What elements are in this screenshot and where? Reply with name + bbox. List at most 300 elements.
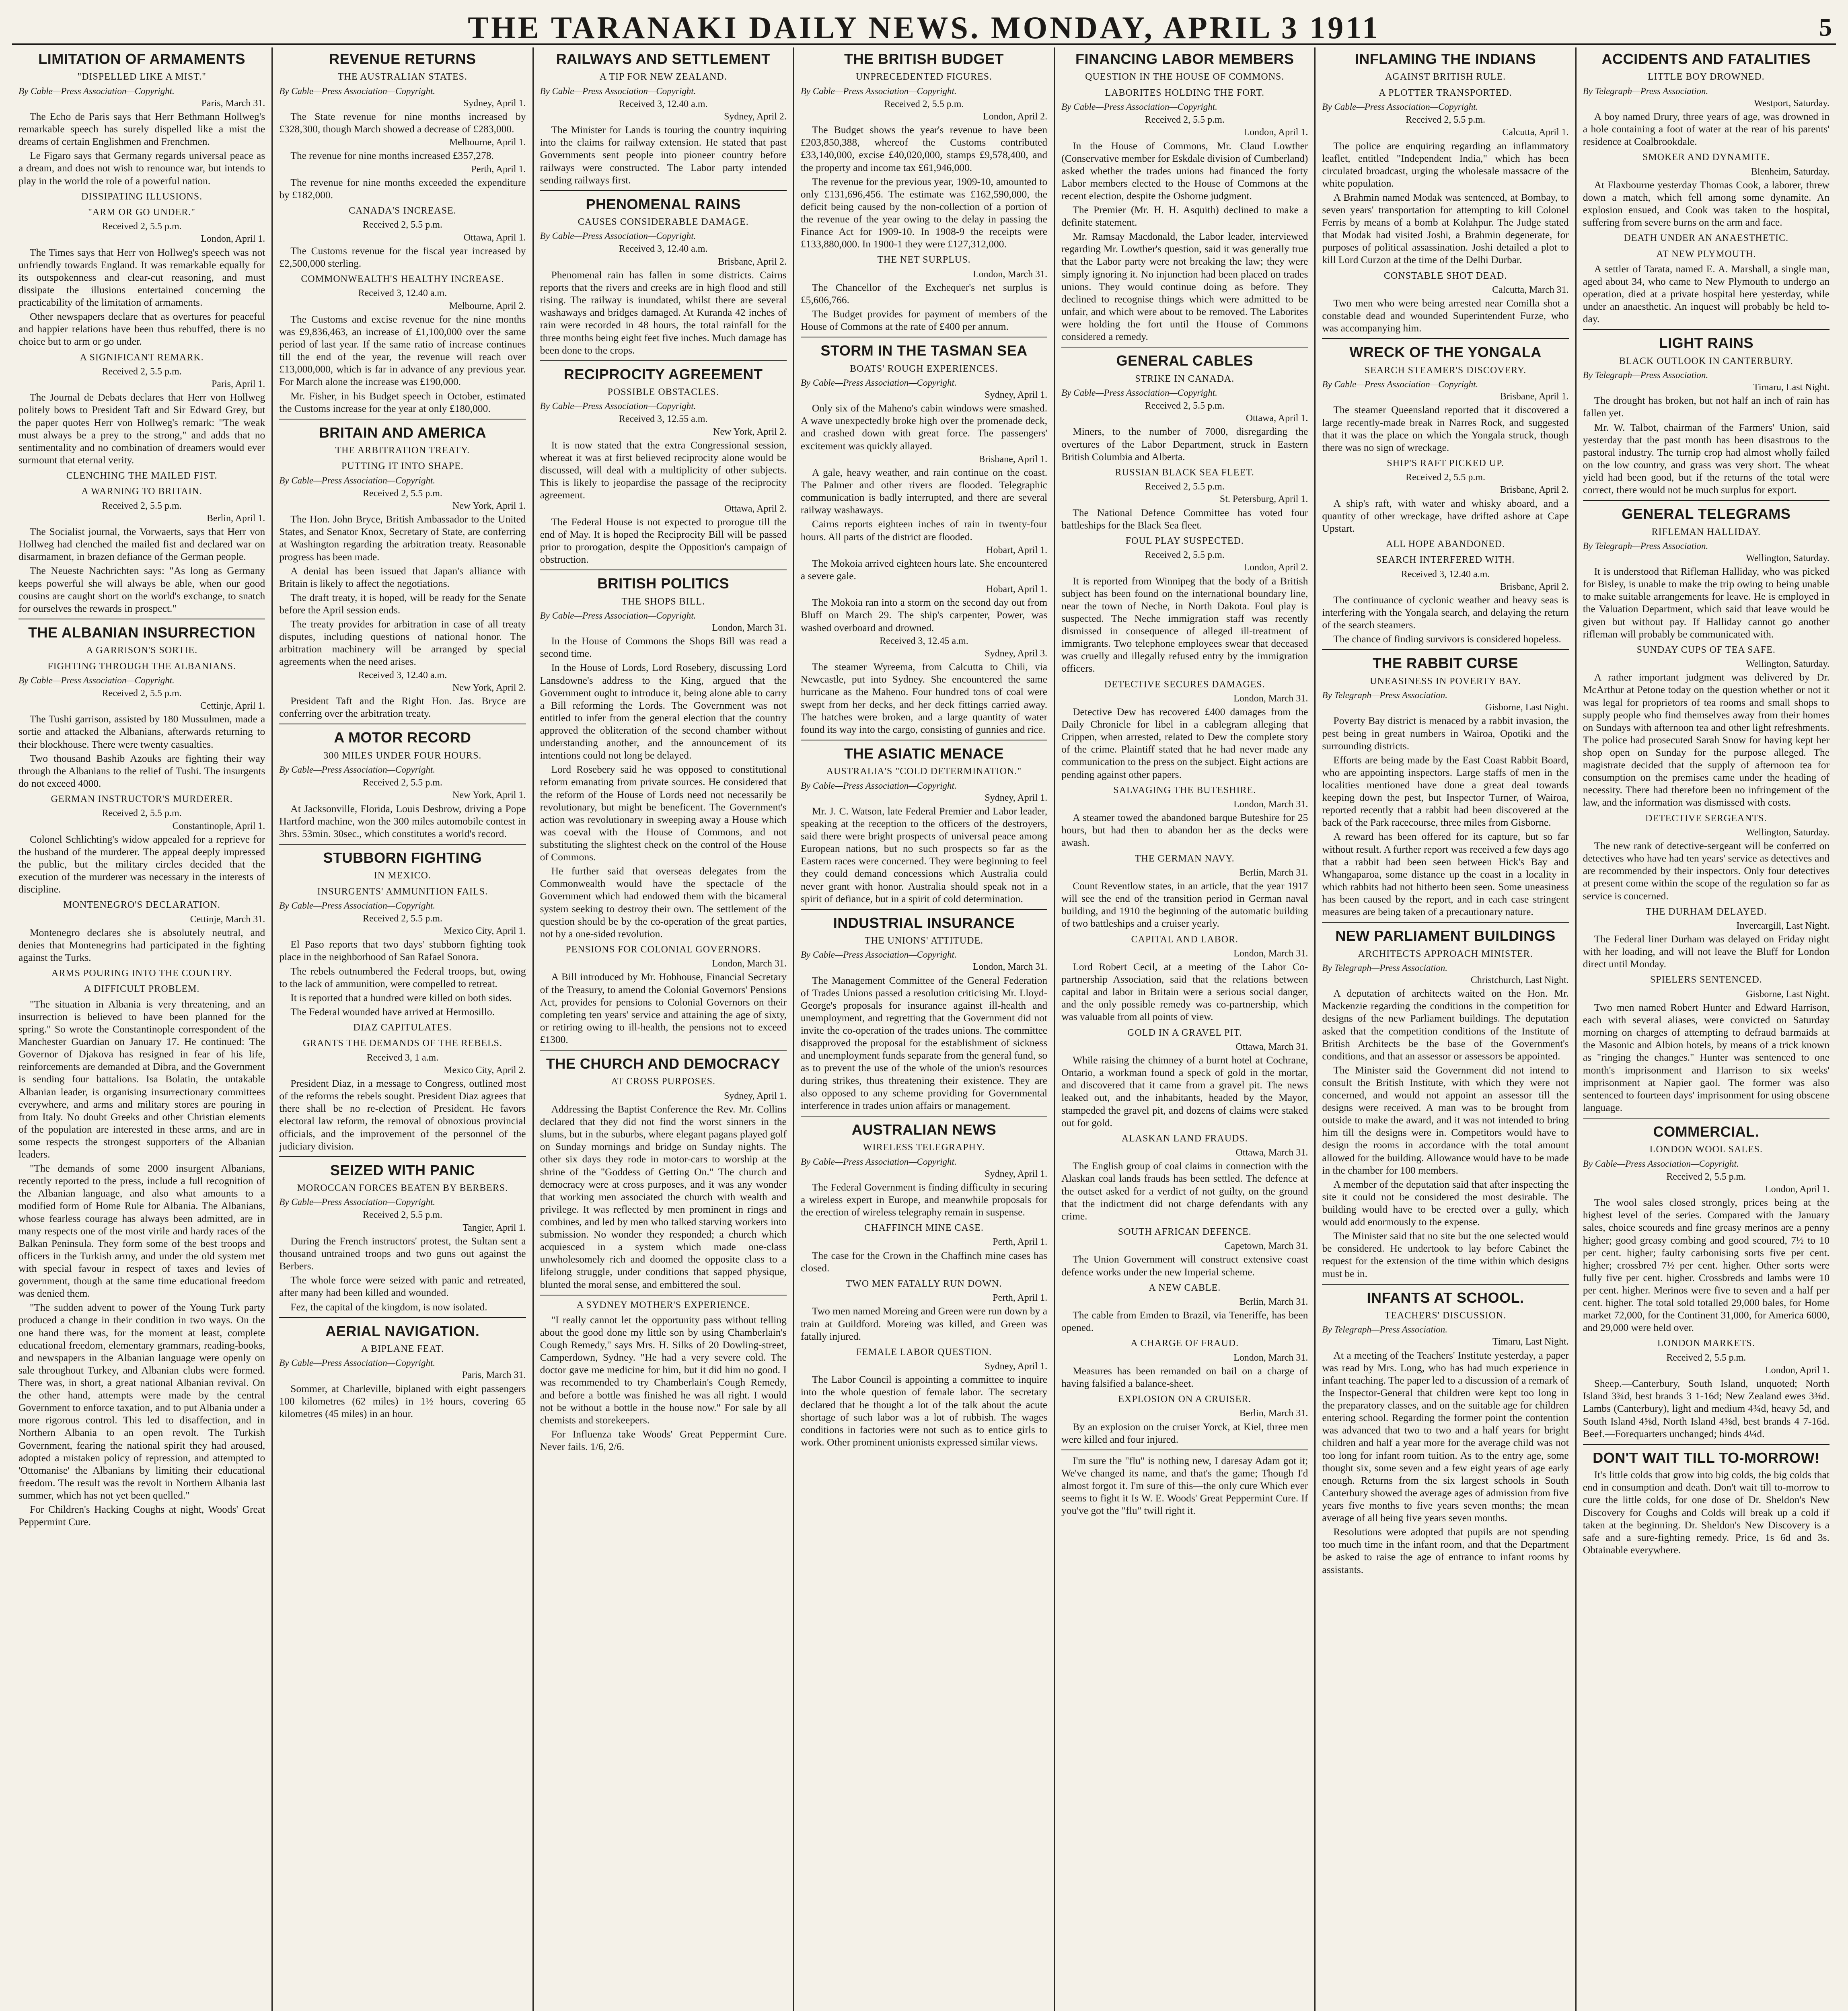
article-paragraph: At Flaxbourne yesterday Thomas Cook, a laborer, threw down a match, which fell among some dynamite. An explosion ensued, and Cook was taken to the hospital, suffering from severe burns on the arm and face. — [1583, 179, 1829, 228]
article-headline: RECIPROCITY AGREEMENT — [563, 366, 763, 382]
article-paragraph: The Labor Council is appointing a committee to inquire into the whole question of female labor. The secretary declared that he thought a lot of the talk about the acute shortage of such labor was a lot of rubbish. The wages conditions in factories were not such as to entice girls to work. Other prominent unionists expressed similar views. — [800, 1374, 1048, 1448]
received-line: Received 3, 12.40 a.m. — [1401, 569, 1490, 580]
press-credit: By Cable—Press Association—Copyright. — [540, 610, 696, 621]
place-dateline: Mexico City, April 2. — [444, 1065, 526, 1075]
article-subheading: LITTLE BOY DROWNED. — [1647, 72, 1765, 82]
article-subheading: MOROCCAN FORCES BEATEN BY BERBERS. — [297, 1183, 508, 1194]
column-rule — [1322, 922, 1568, 923]
article-paragraph: "The situation in Albania is very threatening, and an insurrection is believed to have been planned for the spring." So wrote the Constantinople correspondent of the Manchester Guardian on January 17. He continued: The Governor of Djakova has resigned in fear of his life, reinforcements are demanded at Dibra, and the Government is sending four battalions. Isa Bolatin, the untakable Albanian leader, is organising insurrectionary committees everywhere, and arms and military stores are pouring in from Italy. No doubt Greeks and other Christian elements of the population are interested in these arms, and are in some respects the strongest supporters of the Albanian leaders. — [19, 998, 265, 1160]
press-credit: By Cable—Press Association—Copyright. — [1583, 1158, 1739, 1169]
article-paragraph: Other newspapers declare that as overtures for peaceful and happier relations have been thus rebuffed, there is no choice but to arm or go under. — [19, 310, 265, 348]
press-credit: By Cable—Press Association—Copyright. — [800, 1156, 957, 1167]
place-dateline: Hobart, April 1. — [986, 584, 1048, 595]
article-paragraph: Cairns reports eighteen inches of rain in twenty-four hours. All parts of the district are flooded. — [800, 518, 1048, 543]
article-headline: WRECK OF THE YONGALA — [1349, 344, 1542, 361]
article-paragraph: The Union Government will construct extensive coast defence works under the new Imperial scheme. — [1061, 1253, 1308, 1278]
press-credit: By Cable—Press Association—Copyright. — [540, 86, 696, 96]
column-rule — [1322, 338, 1568, 339]
place-dateline: London, March 31. — [1233, 1352, 1308, 1363]
article-subheading: SEARCH INTERFERED WITH. — [1376, 555, 1515, 565]
article-subheading: TWO MEN FATALLY RUN DOWN. — [846, 1278, 1002, 1289]
received-line: Received 3, 1 a.m. — [366, 1052, 439, 1063]
article-subheading: DETECTIVE SECURES DAMAGES. — [1104, 679, 1265, 690]
article-subheading: CAPITAL AND LABOR. — [1131, 934, 1239, 945]
article-subheading: MONTENEGRO'S DECLARATION. — [63, 900, 220, 911]
press-credit: By Cable—Press Association—Copyright. — [800, 86, 957, 96]
place-dateline: Ottawa, April 1. — [463, 232, 526, 243]
article-subheading: "DISPELLED LIKE A MIST." — [77, 72, 206, 82]
article-paragraph: The Customs and excise revenue for the nine months was £9,836,463, an increase of £1,100,000 over the same period of last year. If the same ratio of increase continues till the end of the year, the revenue will reach over £13,000,000, which is far in advance of any previous year. For March alone the increase was £190,000. — [279, 313, 526, 388]
article-paragraph: The Minister said that no site but the one selected would be considered. He undertook to lay before Cabinet the request for the extension of the time within which designs must be in. — [1322, 1230, 1569, 1279]
column-rule — [1583, 1444, 1829, 1445]
article-subheading: AUSTRALIA'S "COLD DETERMINATION." — [826, 766, 1022, 777]
article-headline: THE ALBANIAN INSURRECTION — [28, 624, 256, 641]
article-paragraph: The treaty provides for arbitration in case of all treaty disputes, including questions of national honor. The arbitration machinery will be arranged by special agreements when the need arises. — [279, 618, 526, 668]
article-paragraph: The revenue for nine months exceeded the expenditure by £182,000. — [279, 176, 526, 201]
article-paragraph: Two thousand Bashib Azouks are fighting their way through the Albanians to the relief of Tushi. The insurgents do not exceed 4000. — [19, 752, 265, 789]
article-headline: SEIZED WITH PANIC — [330, 1162, 475, 1178]
article-paragraph: The Budget shows the year's revenue to have been £203,850,388, whereof the Customs contributed £33,140,000, excise £40,020,000, stamps £9,578,400, and the property and income tax £61,946,000. — [800, 124, 1048, 173]
article-subheading: "ARM OR GO UNDER." — [88, 207, 196, 218]
place-dateline: London, March 31. — [712, 622, 787, 633]
received-line: Received 2, 5.5 p.m. — [1666, 1352, 1746, 1363]
received-line: Received 2, 5.5 p.m. — [362, 488, 442, 499]
article-paragraph: The Journal de Debats declares that Herr von Hollweg politely bows to President Taft and Sir Edward Grey, but the paper quotes Herr von Hollweg's remark: "The weak must always be a prey to the strong," and adds that no sentimentality and no combination of dreamers would ever surmount that eternal verity. — [19, 391, 265, 466]
article-paragraph: A settler of Tarata, named E. A. Marshall, a single man, aged about 34, who came to New Plymouth to undergo an operation, died at a private hospital here yesterday, while under an anaesthetic. An inquest will probably be held to-day. — [1583, 263, 1829, 325]
article-paragraph: In the House of Lords, Lord Rosebery, discussing Lord Lansdowne's address to the King, argued that the Government ought to introduce it, being alone able to carry a Bill reforming the Lords. The Government was not entitled to infer from the general election that the country approved the obliteration of the second chamber without understanding another, and the announcement of its intentions could not long be delayed. — [540, 662, 787, 761]
article-subheading: FOUL PLAY SUSPECTED. — [1125, 535, 1244, 546]
article-subheading: GERMAN INSTRUCTOR'S MURDERER. — [51, 794, 233, 804]
place-dateline: London, April 2. — [983, 111, 1048, 122]
article-paragraph: At Jacksonville, Florida, Louis Desbrow, driving a Pope Hartford machine, won the 300 miles automobile contest in 3hrs. 53min. 30sec., which constitutes a world's record. — [279, 802, 526, 839]
article-paragraph: The draft treaty, it is hoped, will be ready for the Senate before the April session ends. — [279, 591, 526, 616]
place-dateline: Westport, Saturday. — [1754, 98, 1829, 109]
article-subheading: FIGHTING THROUGH THE ALBANIANS. — [47, 661, 236, 672]
place-dateline: Melbourne, April 1. — [449, 137, 526, 148]
article-subheading: 300 MILES UNDER FOUR HOURS. — [323, 750, 482, 761]
article-paragraph: Le Figaro says that Germany regards universal peace as a dream, and does not wish to renounce war, but intends to play in the world the role of a powerful nation. — [19, 150, 265, 187]
article-subheading: AT CROSS PURPOSES. — [611, 1076, 716, 1087]
place-dateline: Berlin, March 31. — [1239, 1296, 1308, 1307]
article-paragraph: The continuance of cyclonic weather and heavy seas is interfering with the Yongala search, and delaying the return of the search steamers. — [1322, 594, 1569, 631]
article-subheading: THE ARBITRATION TREATY. — [335, 445, 470, 456]
press-credit: By Telegraph—Press Association. — [1583, 86, 1708, 96]
article-subheading: A PLOTTER TRANSPORTED. — [1379, 87, 1512, 98]
place-dateline: Wellington, Saturday. — [1746, 827, 1829, 838]
press-credit: By Telegraph—Press Association. — [1583, 370, 1708, 380]
press-credit: By Cable—Press Association—Copyright. — [1061, 101, 1217, 112]
article-subheading: A SIGNIFICANT REMARK. — [80, 352, 204, 363]
received-line: Received 2, 5.5 p.m. — [362, 913, 442, 924]
article-paragraph: In the House of Commons the Shops Bill was read a second time. — [540, 635, 787, 660]
place-dateline: Sydney, April 1. — [724, 1090, 787, 1101]
column-3 — [534, 47, 794, 2011]
article-paragraph: The whole force were seized with panic and retreated, after many had been killed and wounded. — [279, 1274, 526, 1299]
place-dateline: Sydney, April 1. — [985, 1361, 1048, 1372]
article-headline: NEW PARLIAMENT BUILDINGS — [1335, 927, 1556, 944]
article-paragraph: The Chancellor of the Exchequer's net surplus is £5,606,766. — [800, 281, 1048, 306]
place-dateline: Paris, March 31. — [462, 1370, 526, 1381]
place-dateline: Ottawa, March 31. — [1235, 1041, 1308, 1052]
article-paragraph: The Management Committee of the General Federation of Trades Unions passed a resolution criticising Mr. Lloyd-George's proposals for insurance against ill-health and unemployment, and regretting that the Government did not invite the co-operation of the trades unions. The committee disapproved the proposal for the establishment of sickness and unemployment funds separate from the general fund, so as to prevent the use of the whole of the union's resources during strikes, thus threatening their existence. They are also opposed to any scheme providing for Governmental interference in trades union affairs or management. — [800, 974, 1048, 1111]
article-headline: RAILWAYS AND SETTLEMENT — [556, 51, 771, 67]
column-rule — [540, 190, 787, 191]
place-dateline: Berlin, April 1. — [206, 513, 265, 524]
column-4 — [794, 47, 1055, 2011]
column-rule — [1322, 649, 1568, 650]
article-paragraph: In the House of Commons, Mr. Claud Lowther (Conservative member for Eskdale division of Cumberland) asked whether the trades unions had financed the forty Labor members elected to the House of Commons at the recent election, despite the Osborne judgment. — [1061, 140, 1308, 202]
article-paragraph: The Federal liner Durham was delayed on Friday night with her loading, and will not leave the Bluff for London direct until Monday. — [1583, 933, 1829, 970]
column-rule — [1061, 347, 1308, 348]
place-dateline: London, March 31. — [972, 962, 1048, 973]
article-paragraph: Efforts are being made by the East Coast Rabbit Board, who are appointing inspectors. Large staffs of men in the localities mentioned have done a great deal towards keeping down the pest, but Inspector Turner, of Wairoa, reported recently that a rabbit had been discovered at the back of the Park racecourse, three miles from Gisborne. — [1322, 754, 1569, 829]
article-paragraph: The wool sales closed strongly, prices being at the highest level of the series. Compared with the January sales, choice scoureds and fine greasy merinos are a penny higher; good greasy combing and good scoured, 7½ to 10 per cent. higher; faulty carbonising sorts five per cent. higher; crossbred 7½ per cent. higher. Other sorts were fully five per cent. higher. Crossbreds and lambs were 10 per cent. higher. Merinos were five to seven and a half per cent. higher. The total sold totalled 29,000 bales, for Home market 72,000, for the Continent 31,000, for America 6000, and 29,000 were held over. — [1583, 1197, 1829, 1334]
received-line: Received 3, 12.40 a.m. — [619, 99, 708, 109]
place-dateline: Wellington, Saturday. — [1746, 659, 1829, 670]
place-dateline: Capetown, March 31. — [1224, 1241, 1308, 1252]
article-subheading: A BIPLANE FEAT. — [361, 1344, 444, 1355]
article-subheading: PUTTING IT INTO SHAPE. — [341, 461, 464, 472]
place-dateline: Gisborne, Last Night. — [1485, 702, 1569, 713]
article-subheading: SUNDAY CUPS OF TEA SAFE. — [1636, 644, 1776, 655]
place-dateline: Ottawa, March 31. — [1235, 1147, 1308, 1158]
article-paragraph: President Diaz, in a message to Congress, outlined most of the reforms the rebels sought. President Diaz agrees that there shall be no re-election of President. He favors electoral law reform, the removal of obnoxious provincial officials, and the improvement of the personnel of the judiciary division. — [279, 1077, 526, 1152]
page-number: 5 — [1819, 13, 1832, 41]
place-dateline: Brisbane, April 2. — [718, 256, 787, 267]
article-paragraph: Count Reventlow states, in an article, that the year 1917 will see the end of the transition period in German naval building, and 1910 the beginning of the automatic building of two battleships and a cruiser yearly. — [1061, 880, 1308, 929]
article-paragraph: It's little colds that grow into big colds, the big colds that end in consumption and death. Don't wait till to-morrow to cure the little colds, for one dose of Dr. Sheldon's New Discovery for Coughs and Colds will break up a cold if taken at the beginning. Dr. Sheldon's New Discovery is a safe and a sure-fighting remedy. Price, 1s 6d and 3s. Obtainable everywhere. — [1583, 1469, 1829, 1556]
article-paragraph: President Taft and the Right Hon. Jas. Bryce are conferring over the arbitration treaty. — [279, 695, 526, 720]
article-headline: COMMERCIAL. — [1653, 1123, 1760, 1140]
place-dateline: Calcutta, April 1. — [1502, 127, 1569, 138]
article-paragraph: Phenomenal rain has fallen in some districts. Cairns reports that the rivers and creeks are in high flood and still rising. The railway is inundated, whilst there are several washaways and bridges damaged. At Kuranda 42 inches of rain were recorded in 48 hours, the total rainfall for the three months being eight feet five inches. Much damage has been done to the crops. — [540, 269, 787, 356]
article-subheading: A NEW CABLE. — [1149, 1282, 1221, 1293]
article-subheading: A WARNING TO BRITAIN. — [81, 486, 202, 497]
article-headline: INDUSTRIAL INSURANCE — [833, 914, 1015, 931]
press-credit: By Telegraph—Press Association. — [1322, 962, 1447, 973]
article-subheading: SHIP'S RAFT PICKED UP. — [1387, 458, 1504, 469]
place-dateline: Paris, March 31. — [201, 98, 265, 109]
article-subheading: AT NEW PLYMOUTH. — [1656, 249, 1756, 259]
article-paragraph: The case for the Crown in the Chaffinch mine cases has closed. — [800, 1249, 1048, 1274]
article-headline: THE BRITISH BUDGET — [844, 51, 1004, 67]
article-paragraph: The Minister said the Government did not intend to consult the British Institute, with which they were not concerned, and would not appoint an assessor till the designs were received. A man was to be brought from outside to make the award, and it was not intended to bring him till the designs were in. Competitors would have to design the rooms in accordance with the total amount allowed for the building. Allowance would have to be made in the chamber for 100 members. — [1322, 1064, 1569, 1176]
article-paragraph: The Times says that Herr von Hollweg's speech was not unfriendly towards England. It was remarkable equally for its outspokenness and clear-cut reasoning, and must dissipate the illusions entertained concerning the practicability of the limitation of armaments. — [19, 246, 265, 308]
place-dateline: Calcutta, March 31. — [1492, 284, 1569, 295]
received-line: Received 3, 12.45 a.m. — [880, 635, 968, 646]
article-subheading: IN MEXICO. — [374, 870, 431, 881]
place-dateline: Brisbane, April 1. — [978, 454, 1048, 465]
place-dateline: Sydney, April 1. — [985, 390, 1048, 400]
article-subheading: UNPRECEDENTED FIGURES. — [855, 72, 993, 82]
received-line: Received 3, 12.55 a.m. — [619, 414, 708, 425]
column-rule — [279, 1317, 526, 1318]
article-subheading: BLACK OUTLOOK IN CANTERBURY. — [1619, 356, 1793, 366]
received-line: Received 2, 5.5 p.m. — [362, 1210, 442, 1221]
article-paragraph: Sheep.—Canterbury, South Island, unquoted; North Island 3¾d, best brands 3 1-16d; New Zealand ewes 3⅜d. Lambs (Canterbury), light and medium 4¾d, heavy 5d, and South Island 4⅝d, North Island 4⅜d, best brands 4 7-16d. Beef.—Forequarters unchanged; hinds 4¼d. — [1583, 1378, 1829, 1439]
column-1 — [12, 47, 273, 2011]
place-dateline: London, April 1. — [1765, 1365, 1829, 1376]
article-paragraph: The revenue for nine months increased £357,278. — [290, 150, 494, 162]
article-paragraph: The Mokoia arrived eighteen hours late. She encountered a severe gale. — [800, 557, 1048, 582]
article-paragraph: The new rank of detective-sergeant will be conferred on detectives who have had ten years' service as detectives and are recommended by their inspectors. Only four detectives at present come within the scope of the regulation so far as service is concerned. — [1583, 840, 1829, 902]
article-headline: PHENOMENAL RAINS — [586, 195, 741, 212]
article-paragraph: The police are enquiring regarding an inflammatory leaflet, entitled "Independent India," which has been circulated broadcast, urging the wholesale massacre of the white population. — [1322, 140, 1569, 189]
article-subheading: LABORITES HOLDING THE FORT. — [1105, 87, 1265, 98]
article-headline: LIGHT RAINS — [1659, 335, 1754, 352]
place-dateline: Sydney, April 2. — [724, 111, 787, 122]
article-subheading: CAUSES CONSIDERABLE DAMAGE. — [578, 217, 749, 228]
article-subheading: DETECTIVE SERGEANTS. — [1645, 813, 1767, 824]
article-paragraph: By an explosion on the cruiser Yorck, at Kiel, three men were killed and four injured. — [1061, 1421, 1308, 1445]
place-dateline: Timaru, Last Night. — [1753, 382, 1829, 393]
press-credit: By Cable—Press Association—Copyright. — [279, 900, 436, 911]
article-paragraph: Lord Robert Cecil, at a meeting of the Labor Co-partnership Association, said that the relations between capital and labor in Britain were a serious social danger, and the only possible remedy was co-partnership, which was valuable from all points of view. — [1061, 961, 1308, 1023]
masthead-title: THE TARANAKI DAILY NEWS. MONDAY, APRIL 3 1911 — [468, 10, 1380, 45]
article-paragraph: Mr. Fisher, in his Budget speech in October, estimated the Customs increase for the year at only £180,000. — [279, 390, 526, 414]
article-paragraph: The English group of coal claims in connection with the Alaskan coal lands frauds has been settled. The defence at the outset asked for a verdict of not guilty, on the ground that the indictment did not charge defendants with any crime. — [1061, 1160, 1308, 1222]
place-dateline: Wellington, Saturday. — [1746, 553, 1829, 563]
article-headline: STORM IN THE TASMAN SEA — [820, 342, 1028, 359]
article-paragraph: It is understood that Rifleman Halliday, who was picked for Bisley, is unable to make the trip owing to being unable to make suitable arrangements for leave. He is employed in the Valuation Department, which said that leave would be given but without pay. If Halliday cannot go another rifleman will probably be communicated with. — [1583, 565, 1829, 640]
article-paragraph: While raising the chimney of a burnt hotel at Cochrane, Ontario, a workman found a speck of gold in the mortar, and discovered that it came from a gravel pit. The news leaked out, and the inhabitants, headed by the Mayor, stampeded the gravel pit, and dozens of claims were staked out for gold. — [1061, 1054, 1308, 1129]
article-paragraph: El Paso reports that two days' stubborn fighting took place in the neighborhood of San Rafael Sonora. — [279, 938, 526, 963]
article-subheading: SPIELERS SENTENCED. — [1650, 975, 1762, 985]
article-subheading: POSSIBLE OBSTACLES. — [607, 387, 719, 398]
article-subheading: THE UNIONS' ATTITUDE. — [864, 936, 984, 946]
place-dateline: Berlin, March 31. — [1239, 1408, 1308, 1419]
article-paragraph: Colonel Schlichting's widow appealed for a reprieve for the husband of the murderer. The appeal deeply impressed the public, but the military circles decided that the execution of the murderer was necessary in the interests of discipline. — [19, 833, 265, 895]
place-dateline: Perth, April 1. — [993, 1293, 1048, 1304]
article-subheading: LONDON MARKETS. — [1657, 1338, 1755, 1349]
article-headline: BRITISH POLITICS — [597, 575, 730, 592]
article-headline: BRITAIN AND AMERICA — [319, 424, 486, 441]
place-dateline: London, March 31. — [1233, 948, 1308, 959]
article-subheading: THE AUSTRALIAN STATES. — [337, 72, 467, 82]
article-paragraph: The Federal wounded have arrived at Hermosillo. — [290, 1006, 495, 1018]
article-headline: THE RABBIT CURSE — [1373, 655, 1519, 672]
article-paragraph: Montenegro declares she is absolutely neutral, and denies that Montenegrins had participated in the fighting against the Turks. — [19, 926, 265, 964]
article-subheading: CLENCHING THE MAILED FIST. — [66, 471, 218, 481]
article-paragraph: Mr. W. Talbot, chairman of the Farmers' Union, said yesterday that the past month has been disastrous to the pastoral industry. The turnip crop had almost wholly failed on the low country, and grass was very short. The wheat yield had been good, but if the returns of the total were correct, there would not be much surplus for export. — [1583, 421, 1829, 496]
column-rule — [540, 1050, 787, 1051]
article-paragraph: The Federal House is not expected to prorogue till the end of May. It is hoped the Reciprocity Bill will be passed prior to prorogation, despite the Opposition's campaign of obstruction. — [540, 516, 787, 565]
received-line: Received 2, 5.5 p.m. — [1145, 400, 1225, 411]
article-subheading: WIRELESS TELEGRAPHY. — [863, 1142, 985, 1153]
place-dateline: Paris, April 1. — [211, 379, 265, 390]
article-subheading: CHAFFINCH MINE CASE. — [864, 1223, 984, 1234]
article-headline: THE CHURCH AND DEMOCRACY — [546, 1055, 781, 1072]
article-paragraph: Only six of the Maheno's cabin windows were smashed. A wave unexpectedly broke high over the promenade deck, and crashed down with great force. The passengers' excitement was quickly allayed. — [800, 402, 1048, 452]
press-credit: By Cable—Press Association—Copyright. — [540, 231, 696, 241]
article-paragraph: I'm sure the "flu" is nothing new, I daresay Adam got it; We've changed its name, and that's the game; Though I'd almost forgot it. I'm sure of this—the only cure Which ever seems to fight it Is W. E. Woods' Great Peppermint Cure. If you've got the "flu" twill right it. — [1061, 1454, 1308, 1517]
received-line: Received 2, 5.5 p.m. — [102, 808, 182, 819]
article-paragraph: He further said that overseas delegates from the Commonwealth would have the spectacle of the Government which had endowed them with the bicameral system seeking to destroy their own. The settlement of the question should be by the co-operation of the great parties, not by a one-sided revolution. — [540, 865, 787, 940]
article-subheading: FEMALE LABOR QUESTION. — [856, 1347, 992, 1357]
received-line: Received 2, 5.5 p.m. — [1145, 481, 1225, 492]
article-subheading: SMOKER AND DYNAMITE. — [1642, 152, 1770, 163]
article-headline: DON'T WAIT TILL TO-MORROW! — [1593, 1449, 1820, 1466]
place-dateline: New York, April 2. — [452, 682, 526, 693]
press-credit: By Cable—Press Association—Copyright. — [1061, 387, 1217, 398]
press-credit: By Cable—Press Association—Copyright. — [800, 950, 957, 960]
press-credit: By Cable—Press Association—Copyright. — [279, 1197, 436, 1207]
place-dateline: Cettinje, March 31. — [190, 914, 265, 925]
place-dateline: London, March 31. — [1233, 799, 1308, 810]
received-line: Received 2, 5.5 p.m. — [1145, 114, 1225, 125]
place-dateline: Tangier, April 1. — [463, 1222, 526, 1233]
article-subheading: UNEASINESS IN POVERTY BAY. — [1370, 676, 1521, 687]
article-subheading: DEATH UNDER AN ANAESTHETIC. — [1624, 233, 1789, 244]
place-dateline: New York, April 1. — [452, 790, 526, 801]
place-dateline: Sydney, April 1. — [985, 1168, 1048, 1179]
article-subheading: GRANTS THE DEMANDS OF THE REBELS. — [302, 1038, 502, 1049]
article-paragraph: Measures has been remanded on bail on a charge of having falsified a balance-sheet. — [1061, 1365, 1308, 1389]
article-paragraph: A rather important judgment was delivered by Dr. McArthur at Petone today on the question whether or not it was legal for proprietors of tea rooms and small shops to supply people who find themselves away from their homes on Sundays with afternoon tea and other light refreshments. The police had prosecuted Sarah Snow for having kept her shop open on Sunday for the purpose alleged. The magistrate decided that the supply of afternoon tea for consumption on the premises came under the heading of necessity. There had therefore been no infringement of the law, and the information was dismissed with costs. — [1583, 671, 1829, 808]
place-dateline: London, April 1. — [1244, 127, 1308, 138]
article-subheading: THE GERMAN NAVY. — [1135, 853, 1235, 864]
article-subheading: CONSTABLE SHOT DEAD. — [1383, 270, 1507, 281]
masthead — [12, 8, 1836, 45]
place-dateline: Blenheim, Saturday. — [1751, 166, 1829, 177]
article-subheading: A CHARGE OF FRAUD. — [1131, 1338, 1239, 1349]
article-headline: GENERAL CABLES — [1116, 352, 1253, 369]
article-paragraph: The Minister for Lands is touring the country inquiring into the claims for railway extension. He stated that past Governments sent people into pioneer country before railways were constructed. The Labor party intended sending railways first. — [540, 124, 787, 186]
place-dateline: Sydney, April 1. — [463, 98, 526, 109]
article-headline: ACCIDENTS AND FATALITIES — [1601, 51, 1811, 67]
column-rule — [801, 909, 1047, 910]
article-subheading: CANADA'S INCREASE. — [349, 206, 456, 216]
received-line: Received 2, 5.5 p.m. — [102, 366, 182, 377]
place-dateline: New York, April 2. — [713, 426, 787, 437]
column-rule — [540, 360, 787, 361]
place-dateline: Ottawa, April 2. — [724, 503, 787, 514]
article-paragraph: The rebels outnumbered the Federal troops, but, owing to the lack of ammunition, were compelled to retreat. — [279, 965, 526, 989]
place-dateline: Gisborne, Last Night. — [1745, 989, 1829, 999]
article-paragraph: A denial has been issued that Japan's alliance with Britain is likely to affect the negotiations. — [279, 565, 526, 589]
article-subheading: A GARRISON'S SORTIE. — [86, 645, 198, 656]
article-paragraph: A member of the deputation said that after inspecting the site it could not be considered the most desirable. The building would have to be erected over a gully, which would add enormously to the expense. — [1322, 1178, 1569, 1228]
article-subheading: THE SHOPS BILL. — [621, 596, 705, 607]
article-paragraph: During the French instructors' protest, the Sultan sent a thousand untrained troops and two guns out against the Berbers. — [279, 1235, 526, 1272]
article-subheading: THE DURHAM DELAYED. — [1645, 906, 1767, 917]
article-paragraph: The Budget provides for payment of members of the House of Commons at the rate of £400 per annum. — [800, 308, 1048, 333]
article-paragraph: Two men named Robert Hunter and Edward Harrison, each with several aliases, were convicted on Saturday morning on charges of attempting to defraud barmaids at the Masonic and Albion hotels, by means of a trick known as "ringing the changes." Hunter was sentenced to one month's imprisonment and Harrison to six weeks' imprisonment at Napier gaol. The former was also sentenced to fourteen days' imprisonment for using obscene language. — [1583, 1001, 1829, 1113]
columns-container — [12, 47, 1836, 2011]
article-paragraph: Addressing the Baptist Conference the Rev. Mr. Collins declared that they did not find the worst sinners in the slums, but in the suburbs, where elegant pagans played golf on Sunday mornings and bridge on Sunday nights. The other six days they rode in motor-cars to worship at the shrine of the "Goddess of Getting On." The church and democracy were at cross purposes, and it was any wonder that working men associated the church with wealth and privilege. It was reflected by men prominent in rings and combines, and led by men who talked starving workers into submission. No wonder they responded; a church which acquiesced in a system which made one-class unwholesomely rich and doomed the opposite class to a lifelong struggle, under conditions that sapped physique, blunted the moral sense, and embittered the soul. — [540, 1103, 787, 1290]
article-paragraph: The Tushi garrison, assisted by 180 Mussulmen, made a sortie and attacked the Albanians, afterwards returning to their blockhouse. There were twenty casualties. — [19, 713, 265, 750]
article-headline: GENERAL TELEGRAMS — [1622, 506, 1791, 522]
article-subheading: A SYDNEY MOTHER'S EXPERIENCE. — [576, 1300, 750, 1310]
article-paragraph: The drought has broken, but not half an inch of rain has fallen yet. — [1583, 395, 1829, 419]
press-credit: By Cable—Press Association—Copyright. — [19, 86, 175, 96]
received-line: Received 2, 5.5 p.m. — [1406, 114, 1486, 125]
article-paragraph: The Neueste Nachrichten says: "As long as Germany keeps powerful she will always be able, when our good cousins are caught short on the world's exchange, to snatch for ourselves the rewards in prospect." — [19, 565, 265, 614]
article-paragraph: The steamer Wyreema, from Calcutta to Chili, via Newcastle, put into Sydney. She encountered the same hurricane as the Maheno. Four hundred tons of coal were swept from her decks, and her deck fittings carried away. The hatches were broken, and a large quantity of water found its way into the cargo, consisting of gunnies and rice. — [800, 661, 1048, 735]
article-paragraph: A gale, heavy weather, and rain continue on the coast. The Palmer and other rivers are flooded. Telegraphic communication is badly interrupted, and there are several railway washaways. — [800, 466, 1048, 516]
place-dateline: London, April 2. — [1244, 562, 1308, 573]
article-paragraph: A Brahmin named Modak was sentenced, at Bombay, to seven years' transportation for attempting to kill Colonel Ferris by means of a bomb at Kolahpur. The Judge stated that Modak had visited Joshi, a Brahmin degenerate, for purposes of political assassination. Joshi detailed a plot to kill Lord Curzon at the time of the Delhi Durbar. — [1322, 191, 1569, 266]
received-line: Received 2, 5.5 p.m. — [1145, 550, 1225, 561]
place-dateline: London, March 31. — [1233, 693, 1308, 704]
place-dateline: Brisbane, April 2. — [1500, 485, 1569, 496]
press-credit: By Telegraph—Press Association. — [1583, 541, 1708, 551]
received-line: Received 3, 12.40 a.m. — [358, 288, 447, 299]
article-headline: INFLAMING THE INDIANS — [1355, 51, 1536, 67]
place-dateline: Brisbane, April 1. — [1500, 391, 1569, 402]
press-credit: By Cable—Press Association—Copyright. — [1322, 101, 1478, 112]
article-headline: REVENUE RETURNS — [329, 51, 476, 67]
column-6 — [1316, 47, 1576, 2011]
article-paragraph: At a meeting of the Teachers' Institute yesterday, a paper was read by Mrs. Long, who has had much experience in infant teaching. The paper led to a discussion of a remark of the Inspector-General that children were kept too long in the preparatory classes, and on the suitable age for children entering school. Regarding the former point the contention was advanced that two to two and a half years for bright children and half a year more for the average child was not too long for infant room tuition. As to the entry age, some thought six, some seven and a few eight years of age early enough. Returns from the six largest schools in South Canterbury showed the average ages of admission from five years five months to five years seven months; the mean average of all being five years seven months. — [1322, 1349, 1569, 1524]
article-paragraph: The Customs revenue for the fiscal year increased by £2,500,000 sterling. — [279, 245, 526, 269]
place-dateline: Cettinje, April 1. — [200, 701, 265, 711]
article-paragraph: For Children's Hacking Coughs at night, Woods' Great Peppermint Cure. — [19, 1503, 265, 1528]
article-paragraph: "I really cannot let the opportunity pass without telling about the good done my little son by using Chamberlain's Cough Remedy," says Mrs. H. Silks of 20 Dowling-street, Camperdown, Sydney. "He had a very severe cold. The doctor gave me medicine for him, but it did him no good. I was recommended to try Chamberlain's Cough Remedy, and before a bottle was finished he was all right. I would not be without a bottle in the house now." For sale by all chemists and storekeepers. — [540, 1314, 787, 1426]
article-subheading: DISSIPATING ILLUSIONS. — [81, 191, 203, 202]
received-line: Received 2, 5.5 p.m. — [102, 221, 182, 232]
article-subheading: AGAINST BRITISH RULE. — [1385, 72, 1506, 82]
received-line: Received 3, 12.40 a.m. — [619, 244, 708, 255]
column-rule — [1322, 1284, 1568, 1285]
article-paragraph: It is now stated that the extra Congressional session, whereat it was at first believed reciprocity alone would be discussed, will deal with a multiplicity of other subjects. This is likely to jeopardise the passage of the reciprocity agreement. — [540, 439, 787, 501]
received-line: Received 2, 5.5 p.m. — [102, 688, 182, 699]
press-credit: By Cable—Press Association—Copyright. — [800, 780, 957, 791]
article-paragraph: Resolutions were adopted that pupils are not spending too much time in the infant room, and that the Department be asked to raise the age of entrance to infant rooms by assistants. — [1322, 1526, 1569, 1575]
article-headline: AERIAL NAVIGATION. — [325, 1322, 480, 1339]
article-paragraph: Sommer, at Charleville, biplaned with eight passengers 100 kilometres (62 miles) in 1½ hours, covering 65 kilometres (45 miles) in an hour. — [279, 1382, 526, 1419]
article-headline: INFANTS AT SCHOOL. — [1367, 1289, 1524, 1306]
article-paragraph: "The demands of some 2000 insurgent Albanians, recently reported to the press, include a full recognition of the Albanian language, and also what amounts to a modified form of Home Rule for Albania. The Albanians, whose fearless courage has always been admitted, are in many respects one of the most virile and hardy races of the Balkan Peninsula. They form some of the best troops and officers in the Turkish army, and under the old system met with special favour in respect of taxes and levies of government, though at the same time educational freedom was denied them. — [19, 1162, 265, 1300]
article-subheading: GOLD IN A GRAVEL PIT. — [1127, 1027, 1242, 1038]
article-paragraph: Lord Rosebery said he was opposed to constitutional reform emanating from private sources. He considered that the reform of the House of Lords need not necessarily be revolutionary, but might be beneficent. The Government's action was revolutionary in sweeping away a House which was coeval with the House of Commons, and not substituting the slightest check on the control of the House of Commons. — [540, 763, 787, 863]
article-paragraph: Two men who were being arrested near Comilla shot a constable dead and wounded Superintendent Furze, who was accompanying him. — [1322, 297, 1569, 334]
article-subheading: RUSSIAN BLACK SEA FLEET. — [1115, 467, 1254, 478]
place-dateline: Perth, April 1. — [471, 164, 526, 175]
article-headline: AUSTRALIAN NEWS — [851, 1121, 997, 1138]
article-paragraph: Detective Dew has recovered £400 damages from the Daily Chronicle for libel in a cablegram alleging that Crippen, when arrested, related to Dew the complete story of the crime. Plaintiff stated that he had never made any communication to the press on the subject. Eight actions are pending against other papers. — [1061, 706, 1308, 780]
article-subheading: LONDON WOOL SALES. — [1649, 1144, 1763, 1155]
column-rule — [279, 1156, 526, 1157]
place-dateline: London, March 31. — [972, 269, 1048, 280]
column-rule — [1583, 329, 1829, 330]
place-dateline: Timaru, Last Night. — [1492, 1337, 1569, 1347]
article-subheading: SALVAGING THE BUTESHIRE. — [1113, 785, 1256, 796]
article-subheading: ALL HOPE ABANDONED. — [1385, 539, 1505, 549]
column-rule — [1583, 500, 1829, 501]
press-credit: By Cable—Press Association—Copyright. — [1322, 379, 1478, 390]
article-paragraph: Mr. Ramsay Macdonald, the Labor leader, interviewed regarding Mr. Lowther's question, said it was generally true that the Labor party were not breaking the law; they were simply ignoring it. No injunction had been placed on trades unions. They would continue doing as before. They declined to recognise things which were admitted to be unfair, and which were about to be removed. The Laborites were holding the fort until the House of Commons considered a remedy. — [1061, 230, 1308, 343]
place-dateline: Perth, April 1. — [993, 1237, 1048, 1248]
article-paragraph: A deputation of architects waited on the Hon. Mr. Mackenzie regarding the conditions in the competition for designs of the new Parliament buildings. The deputation asked that the competition conditions of the Institute of British Architects be the base of the Government's conditions, and that an assessor or assessors be appointed. — [1322, 987, 1569, 1062]
place-dateline: London, April 1. — [1765, 1184, 1829, 1195]
article-subheading: COMMONWEALTH'S HEALTHY INCREASE. — [301, 274, 504, 285]
article-subheading: A TIP FOR NEW ZEALAND. — [599, 72, 727, 82]
article-paragraph: Miners, to the number of 7000, disregarding the overtures of the Labor Department, struck in Eastern British Columbia and Alberta. — [1061, 426, 1308, 463]
received-line: Received 3, 12.40 a.m. — [358, 670, 447, 681]
article-paragraph: The State revenue for nine months increased by £328,300, though March showed a decrease of £283,000. — [279, 110, 526, 135]
article-subheading: SOUTH AFRICAN DEFENCE. — [1118, 1226, 1252, 1237]
article-paragraph: The revenue for the previous year, 1909-10, amounted to only £131,696,456. The estimate was £162,590,000, the deficit being caused by the non-collection of a portion of the revenue of the year owing to the delay in passing the Finance Act for 1909-10. In 1908-9 the receipts were £133,880,000. In 1900-1 they were £127,312,000. — [800, 175, 1048, 250]
received-line: Received 2, 5.5 p.m. — [362, 220, 442, 230]
received-line: Received 2, 5.5 p.m. — [884, 99, 964, 109]
article-paragraph: The National Defence Committee has voted four battleships for the Black Sea fleet. — [1061, 506, 1308, 531]
place-dateline: Sydney, April 1. — [985, 792, 1048, 803]
article-subheading: QUESTION IN THE HOUSE OF COMMONS. — [1085, 72, 1285, 82]
article-subheading: ARCHITECTS APPROACH MINISTER. — [1358, 948, 1533, 959]
article-subheading: INSURGENTS' AMMUNITION FAILS. — [317, 886, 488, 897]
place-dateline: Mexico City, April 1. — [444, 926, 526, 937]
